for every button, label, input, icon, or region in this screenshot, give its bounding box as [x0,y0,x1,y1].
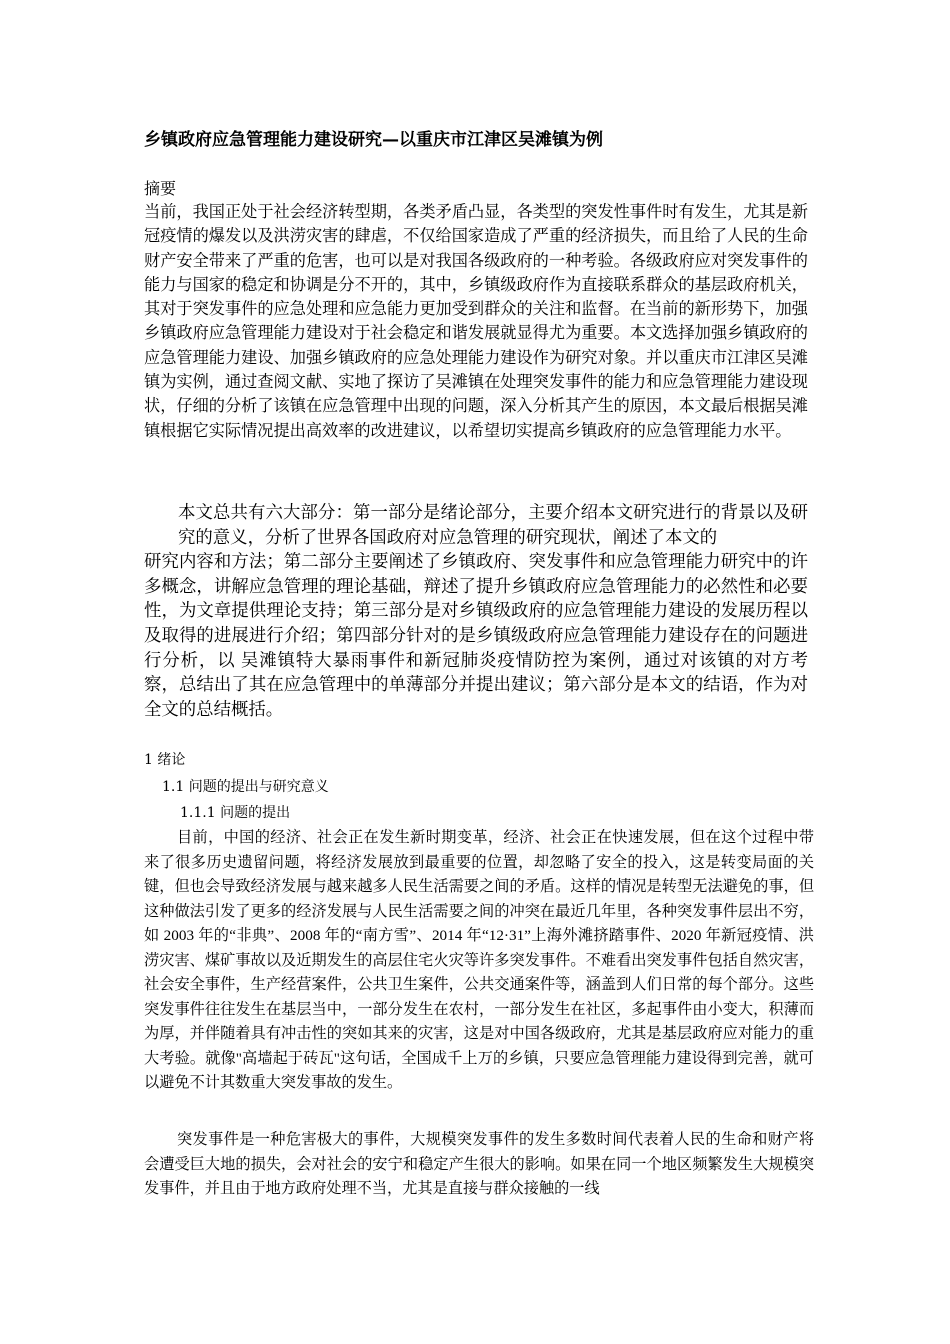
document-title: 乡镇政府应急管理能力建设研究—以重庆市江津区吴滩镇为例 [144,130,603,150]
abstract-heading: 摘要 [144,179,177,198]
section-heading-1-1-1: 1.1.1 问题的提出 [180,805,291,821]
summary-line-rest: 研究内容和方法；第二部分主要阐述了乡镇政府、突发事件和应急管理能力研究中的许多概念，讲解应急管理的理论基础，辩述了提升乡镇政府应急管理能力的必然性和必要性，为文章提供理论支持；第三部分是对乡镇级政府的应急管理能力建设的发展历程以及取得的进展进行介绍；第四部分针对的是乡镇级政府应急管理能力建设存在的问题进行分析，以 吴滩镇特大暴雨事件和新冠肺炎疫情防控为案例，通过对该镇的对方考察，总结出了其在应急管理中的单薄部分并提出建议；第六部分是本文的结语，作为对全文的总结概括。 [144,551,808,719]
body-paragraph: 目前，中国的经济、社会正在发生新时期变革，经济、社会正在快速发展，但在这个过程中带来了很多历史遗留问题，将经济发展放到最重要的位置，却忽略了安全的投入，这是转变局面的关键，但也会导致经济发展与越来越多人民生活需要之间的矛盾。这样的情况是转型无法避免的事，但这种做法引发了更多的经济发展与人民生活需要之间的冲突在最近几年里，各种突发事件层出不穷，如 2003 年的“非典”、2008 年的“南方雪”、2014 年“12·31”上海外滩挤踏事件、2020 年新冠疫情、洪涝灾害、煤矿事故以及近期发生的高层住宅火灾等许多突发事件。不难看出突发事件包括自然灾害，社会安全事件，生产经营案件，公共卫生案件，公共交通案件等，涵盖到人们日常的每个部分。这些突发事件往往发生在基层当中，一部分发生在农村，一部分发生在社区，多起事件由小变大，积薄而为厚，并伴随着具有冲击性的突如其来的灾害，这是对中国各级政府，尤其是基层政府应对能力的重大考验。就像"高墙起于砖瓦"这句话，全国成千上万的乡镇，只要应急管理能力建设得到完善，就可以避免不计其数重大突发事故的发生。 [144,829,814,1091]
structure-summary [144,500,808,721]
section-heading-1-1: 1.1 问题的提出与研究意义 [162,779,329,795]
abstract-paragraph: 当前，我国正处于社会经济转型期，各类矛盾凸显，各类型的突发性事件时有发生，尤其是新冠疫情的爆发以及洪涝灾害的肆虐，不仅给国家造成了严重的经济损失，而且给了人民的生命财产安全带来了严重的危害，也可以是对我国各级政府的一种考验。各级政府应对突发事件的能力与国家的稳定和协调是分不开的，其中，乡镇级政府作为直接联系群众的基层政府机关，其对于突发事件的应急处理和应急能力更加受到群众的关注和监督。在当前的新形势下，加强乡镇政府应急管理能力建设对于社会稳定和谐发展就显得尤为重要。本文选择加强乡镇政府的应急管理能力建设、加强乡镇政府的应急处理能力建设作为研究对象。并以重庆市江津区吴滩镇为实例，通过查阅文献、实地了探访了吴滩镇在处理突发事件的能力和应急管理能力建设现状，仔细的分析了该镇在应急管理中出现的问题，深入分析其产生的原因，本文最后根据吴滩镇根据它实际情况提出高效率的改进建议，以希望切实提高乡镇政府的应急管理能力水平。 [144,202,808,440]
summary-line-first: 本文总共有六大部分：第一部分是绪论部分，主要介绍本文研究进行的背景以及研究的意义，分析了世界各国政府对应急管理的研究现状，阐述了本文的 [178,502,808,547]
section-heading-1: 1 绪论 [144,752,186,768]
body-paragraph: 突发事件是一种危害极大的事件，大规模突发事件的发生多数时间代表着人民的生命和财产将会遭受巨大地的损失，会对社会的安宁和稳定产生很大的影响。如果在同一个地区频繁发生大规模突发事件，并且由于地方政府处理不当，尤其是直接与群众接触的一线 [144,1131,814,1197]
